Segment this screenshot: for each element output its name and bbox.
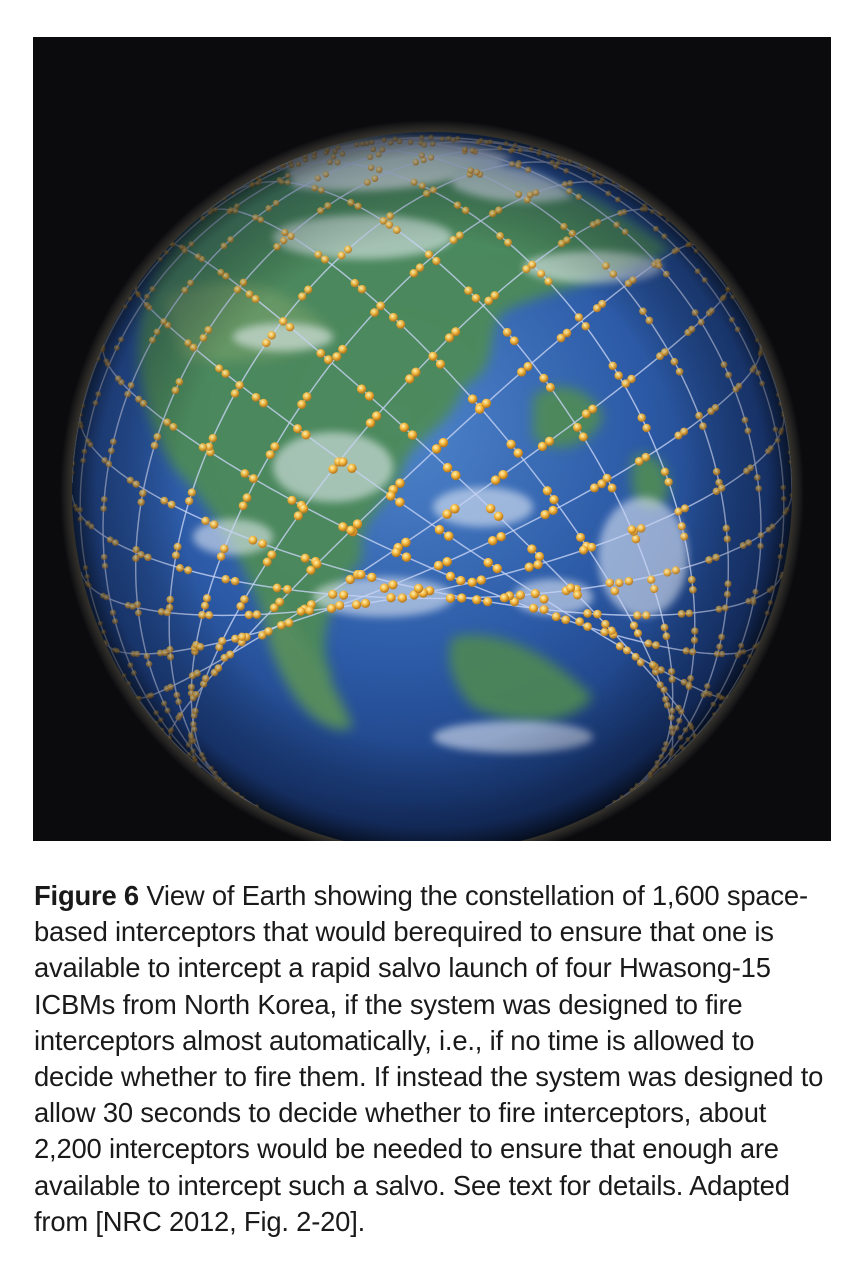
globe-limb-shade bbox=[72, 132, 792, 841]
figure-caption bbox=[34, 878, 824, 1240]
earth-globe-illustration bbox=[33, 37, 831, 841]
figure-label: Figure 6 bbox=[34, 880, 139, 911]
figure-image bbox=[33, 37, 831, 841]
caption-text: View of Earth showing the constellation of 1,600 space-based interceptors that would berequired to ensure that one is available to intercept a rapid salvo launch of four Hwasong-15 ICBMs from North Korea, if the system was designed to fire interceptors almost automatically, i.e., if no time is allowed to decide whether to fire them. If instead the system was designed to allow 30 seconds to decide whether to fire interceptors, about 2,200 interceptors would be needed to ensure that enough are available to intercept such a salvo. See text for details. Adapted from [NRC 2012, Fig. 2-20]. bbox=[34, 880, 824, 1237]
